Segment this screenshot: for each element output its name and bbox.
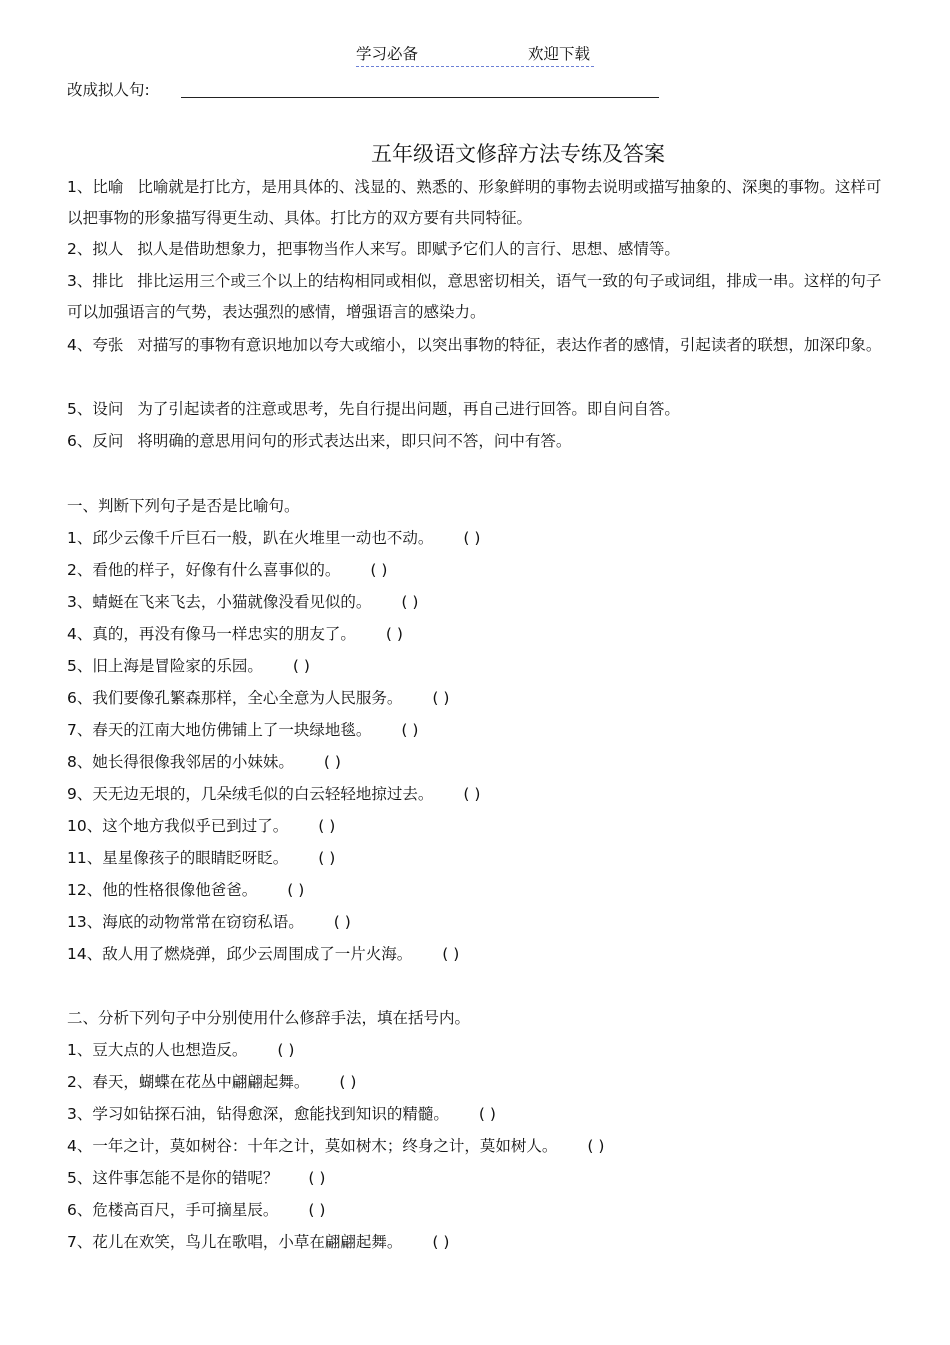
definition-6: 6、反问 将明确的意思用问句的形式表达出来，即只问不答，问中有答。 — [67, 432, 572, 450]
definition-5: 5、设问 为了引起读者的注意或思考，先自行提出问题，再自己进行回答。即自问自答。 — [67, 400, 680, 418]
list-item: 4、一年之计，莫如树谷：十年之计，莫如树木；终身之计，莫如树人。 ( ) — [67, 1137, 605, 1155]
list-item: 11、星星像孩子的眼睛眨呀眨。 ( ) — [67, 849, 336, 867]
list-item: 5、这件事怎能不是你的错呢？ ( ) — [67, 1169, 326, 1187]
list-item: 7、春天的江南大地仿佛铺上了一块绿地毯。 ( ) — [67, 721, 419, 739]
page-header — [356, 42, 594, 67]
section2-title: 二、分析下列句子中分别使用什么修辞手法，填在括号内。 — [67, 1009, 471, 1027]
rewrite-label: 改成拟人句: — [67, 81, 150, 99]
page-title: 五年级语文修辞方法专练及答案 — [371, 142, 665, 166]
header-right: 欢迎下载 — [527, 45, 590, 63]
header-left: 学习必备 — [356, 45, 419, 63]
list-item: 1、豆大点的人也想造反。 ( ) — [67, 1041, 295, 1059]
list-item: 5、旧上海是冒险家的乐园。 ( ) — [67, 657, 310, 675]
list-item: 3、蜻蜓在飞来飞去，小猫就像没看见似的。 ( ) — [67, 593, 419, 611]
rewrite-prompt — [67, 78, 150, 100]
list-item: 2、春天，蝴蝶在花丛中翩翩起舞。 ( ) — [67, 1073, 357, 1091]
answer-line — [181, 97, 659, 98]
list-item: 9、天无边无垠的，几朵绒毛似的白云轻轻地掠过去。 ( ) — [67, 785, 481, 803]
list-item: 3、学习如钻探石油，钻得愈深，愈能找到知识的精髓。 ( ) — [67, 1105, 496, 1123]
list-item: 14、敌人用了燃烧弹，邱少云周围成了一片火海。 ( ) — [67, 945, 460, 963]
definition-4: 4、夸张 对描写的事物有意识地加以夸大或缩小，以突出事物的特征，表达作者的感情，引起读者的联想，加深印象。 — [67, 336, 882, 354]
definition-2: 2、拟人 拟人是借助想象力，把事物当作人来写。即赋予它们人的言行、思想、感情等。 — [67, 240, 680, 258]
list-item: 2、看他的样子，好像有什么喜事似的。 ( ) — [67, 561, 388, 579]
list-item: 12、他的性格很像他爸爸。 ( ) — [67, 881, 305, 899]
section1-title: 一、判断下列句子是否是比喻句。 — [67, 497, 300, 515]
list-item: 6、我们要像孔繁森那样，全心全意为人民服务。 ( ) — [67, 689, 450, 707]
list-item: 10、这个地方我似乎已到过了。 ( ) — [67, 817, 336, 835]
list-item: 6、危楼高百尺，手可摘星辰。 ( ) — [67, 1201, 326, 1219]
list-item: 4、真的，再没有像马一样忠实的朋友了。 ( ) — [67, 625, 403, 643]
list-item: 7、花儿在欢笑，鸟儿在歌唱，小草在翩翩起舞。 ( ) — [67, 1233, 450, 1251]
definition-1: 1、比喻 比喻就是打比方，是用具体的、浅显的、熟悉的、形象鲜明的事物去说明或描写抽象的、深奥的事物。这样可以把事物的形象描写得更生动、具体。打比方的双方要有共同特征。 — [67, 178, 882, 227]
list-item: 13、海底的动物常常在窃窃私语。 ( ) — [67, 913, 351, 931]
definition-3: 3、排比 排比运用三个或三个以上的结构相同或相似，意思密切相关，语气一致的句子或词组，排成一串。这样的句子可以加强语言的气势，表达强烈的感情，增强语言的感染力。 — [67, 272, 882, 321]
list-item: 1、邱少云像千斤巨石一般，趴在火堆里一动也不动。 ( ) — [67, 529, 481, 547]
list-item: 8、她长得很像我邻居的小妹妹。 ( ) — [67, 753, 341, 771]
